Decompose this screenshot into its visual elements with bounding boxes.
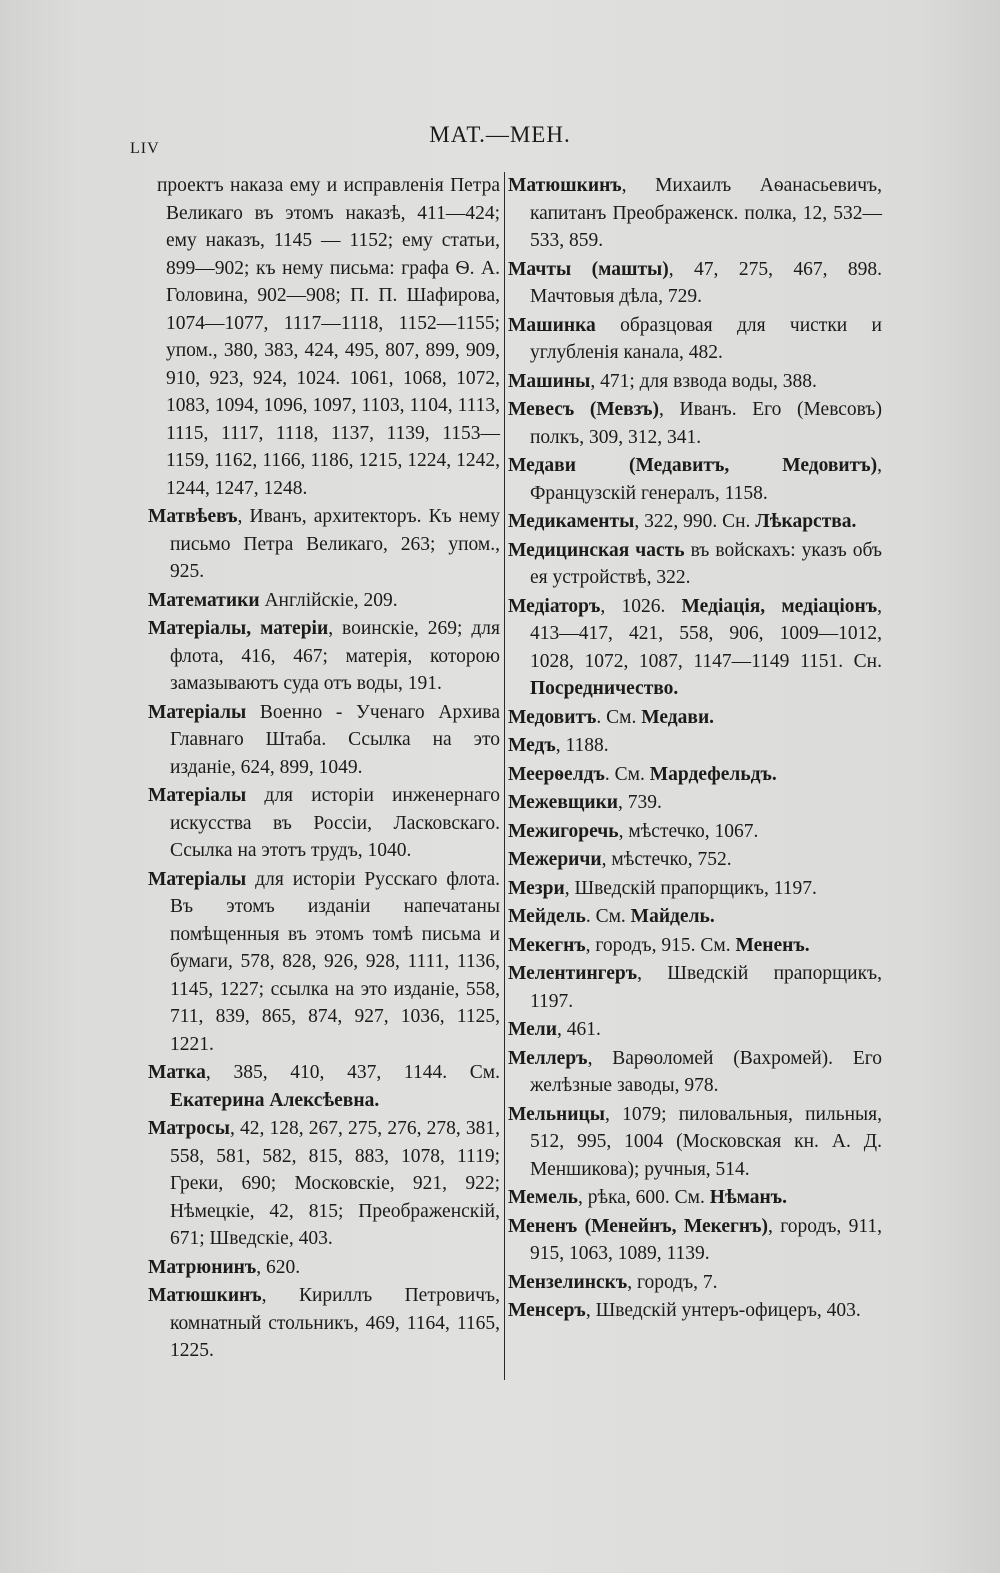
index-entry: Медовитъ. См. Медави.: [508, 706, 715, 728]
index-entry: Медикаменты, 322, 990. Сн. Лѣкарства.: [508, 511, 857, 532]
index-entry: Мачты (машты), 47, 275, 467, 898. Мачтовыя дѣла, 729.: [508, 258, 883, 307]
index-entry: Мемель, рѣка, 600. См. Нѣманъ.: [508, 1187, 788, 1208]
index-entry: Матюшкинъ, Кириллъ Петровичъ, комнатный стольникъ, 469, 1164, 1165, 1225.: [148, 1285, 500, 1361]
index-entry: Медицинская часть въ войскахъ: указъ объ ея устройствѣ, 322.: [508, 539, 882, 588]
index-entry: Мененъ (Менейнъ, Мекегнъ), городъ, 911, 915, 1063, 1089, 1139.: [508, 1215, 882, 1264]
index-entry: Математики Англійскіе, 209.: [148, 589, 398, 611]
index-entry: проектъ наказа ему и исправленія Петра Великаго въ этомъ наказѣ, 411—424; ему наказъ, 1145 — 1152; ему статьи, 899—902; къ нему письма: графа Ѳ. А. Головина, 902—908; П. П. Шафирова, 1074—1077, 1117—1118, 1152—1155; упом., 380, 383, 424, 495, 807, 899, 909, 910, 923, 924, 1024. 1061, 1068, 1072, 1083, 1094, 1096, 1097, 1103, 1104, 1113, 1115, 1117, 1118, 1137, 1139, 1153—1159, 1162, 1166, 1186, 1215, 1224, 1242, 1244, 1247, 1248.: [157, 175, 500, 499]
index-entry: Межевщики, 739.: [508, 792, 662, 813]
index-entry: Мейдель. См. Майдель.: [508, 906, 715, 927]
index-entry: Мели, 461.: [508, 1019, 601, 1040]
column-divider: [504, 172, 505, 1380]
index-entry: Матвѣевъ, Иванъ, архитекторъ. Къ нему письмо Петра Великаго, 263; упом., 925.: [148, 506, 500, 582]
index-entry: Медіаторъ, 1026. Медіація, медіаціонъ, 413—417, 421, 558, 906, 1009—1012, 1028, 1072, 1087, 1147—1149 1151. Сн. Посредничество.: [508, 595, 882, 699]
index-entry: Матка, 385, 410, 437, 1144. См. Екатерина Алексѣевна.: [148, 1062, 500, 1111]
index-entry: Мекегнъ, городъ, 915. См. Мененъ.: [508, 934, 810, 956]
index-entry: Матросы, 42, 128, 267, 275, 276, 278, 381, 558, 581, 582, 815, 883, 1078, 1119; Греки, 690; Московскіе, 921, 922; Нѣмецкіе, 42, 815; Преображенскій, 671; Шведскіе, 403.: [148, 1118, 500, 1249]
index-entry: Матеріалы Военно - Ученаго Архива Главнаго Штаба. Ссылка на это изданіе, 624, 899, 1049.: [148, 701, 500, 778]
index-entry: Машины, 471; для взвода воды, 388.: [508, 370, 817, 392]
index-entry: Медъ, 1188.: [508, 735, 609, 756]
index-entry: Межеричи, мѣстечко, 752.: [508, 849, 732, 870]
index-entry: Матеріалы, матеріи, воинскіе, 269; для флота, 416, 467; матерія, которою замазываютъ суда отъ воды, 191.: [148, 618, 501, 694]
index-entry: Мелентингеръ, Шведскій прапорщикъ, 1197.: [508, 963, 882, 1012]
index-entry: Медави (Медавитъ, Медовитъ), Французскій генералъ, 1158.: [508, 455, 882, 504]
index-entry: Машинка образцовая для чистки и углубленія канала, 482.: [508, 314, 882, 363]
left-column: [148, 172, 500, 1366]
index-entry: Матрюнинъ, 620.: [148, 1256, 301, 1278]
index-entry: Меерѳелдъ. См. Мардефельдъ.: [508, 763, 777, 785]
page-number: LIV: [130, 140, 160, 157]
index-entry: Менсеръ, Шведскій унтеръ-офицеръ, 403.: [508, 1300, 861, 1321]
index-entry: Мевесъ (Мевзъ), Иванъ. Его (Мевсовъ) полкъ, 309, 312, 341.: [508, 399, 882, 448]
index-entry: Мензелинскъ, городъ, 7.: [508, 1271, 718, 1293]
index-entry: Межигоречь, мѣстечко, 1067.: [508, 820, 759, 842]
index-entry: Матеріалы для исторіи инженернаго искусства въ Россіи, Ласковскаго. Ссылка на этотъ трудъ, 1040.: [148, 785, 500, 861]
index-entry: Меллеръ, Варѳоломей (Вахромей). Его желѣзные заводы, 978.: [508, 1047, 882, 1096]
index-entry: Мельницы, 1079; пиловальныя, пильныя, 512, 995, 1004 (Московская кн. А. Д. Меншикова); ручныя, 514.: [508, 1103, 882, 1180]
index-entry: Матеріалы для исторіи Русскаго флота. Въ этомъ изданіи напечатаны помѣщенныя въ этомъ томѣ письма и бумаги, 578, 828, 926, 928, 1111, 1136, 1145, 1227; ссылка на это изданіе, 558, 711, 839, 865, 874, 927, 1036, 1125, 1221.: [148, 868, 500, 1055]
index-entry: Матюшкинъ, Михаилъ Аѳанасьевичъ, капитанъ Преображенск. полка, 12, 532—533, 859.: [508, 175, 882, 251]
right-column: [508, 172, 882, 1326]
running-head: МАТ.—МЕН.: [429, 122, 571, 147]
index-entry: Мезри, Шведскій прапорщикъ, 1197.: [508, 877, 817, 899]
